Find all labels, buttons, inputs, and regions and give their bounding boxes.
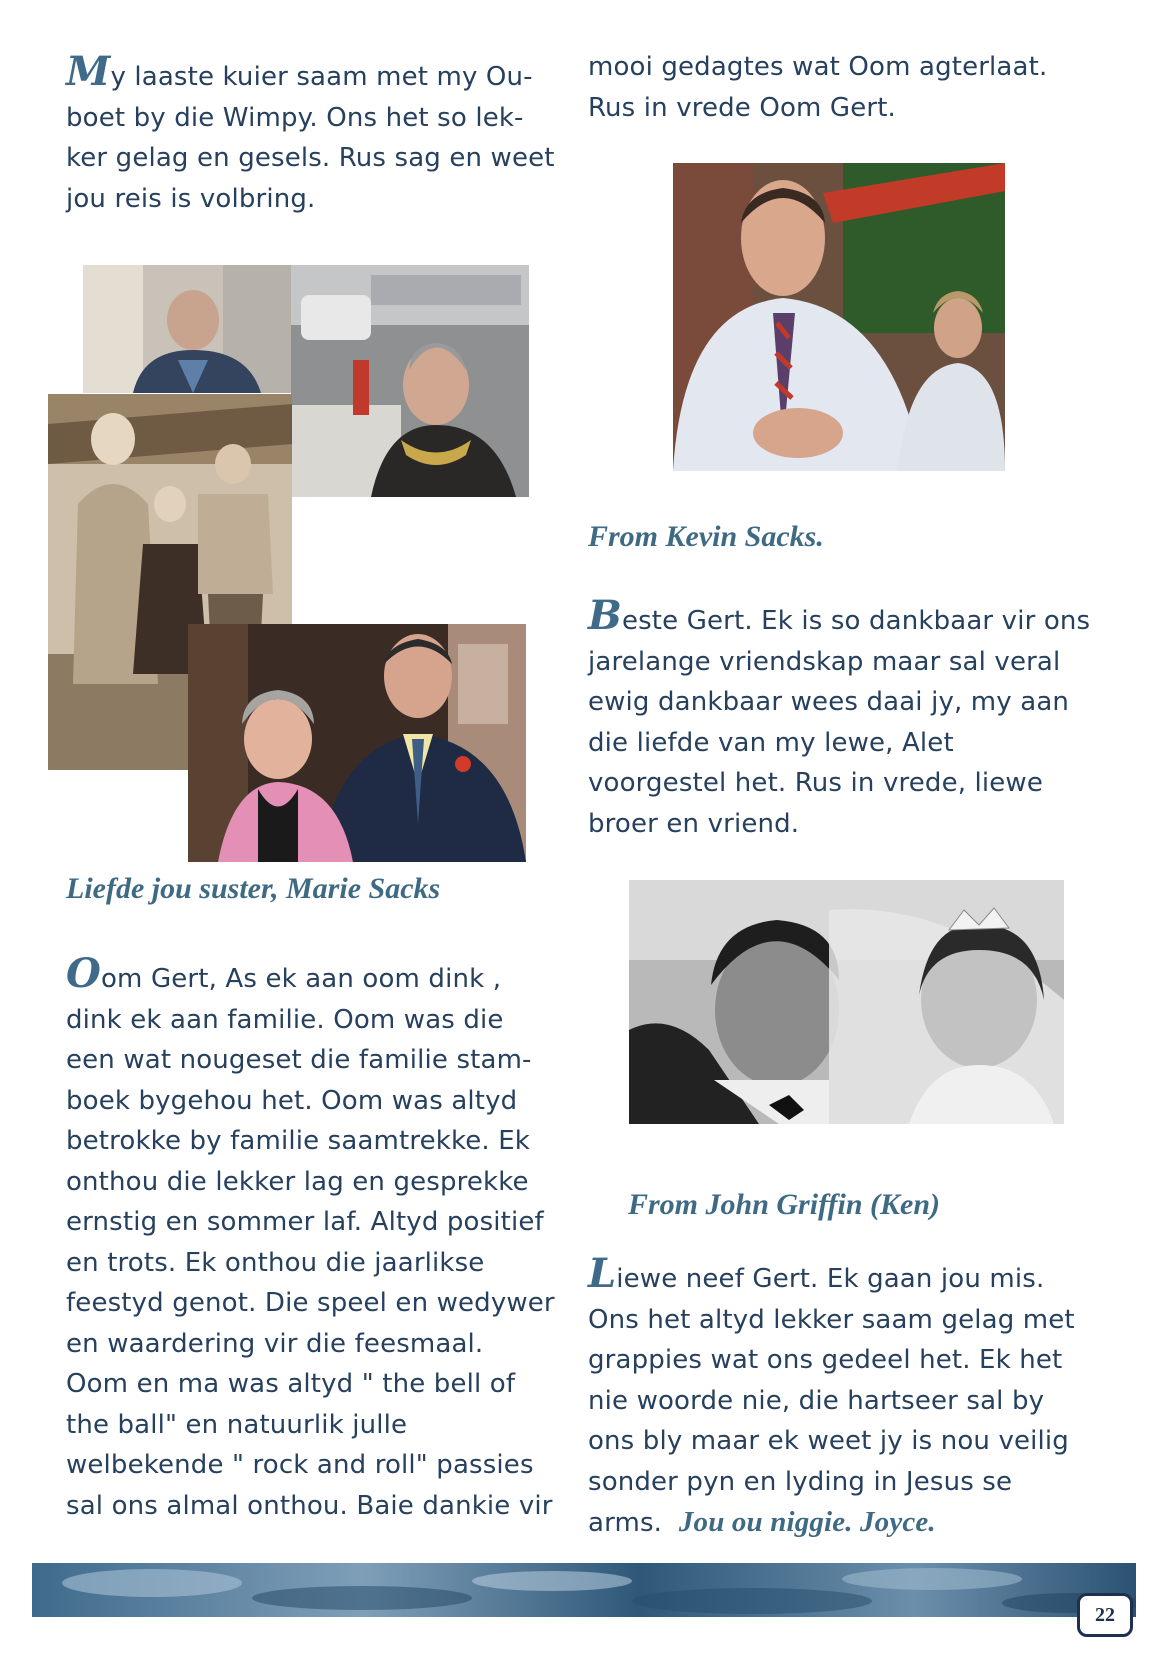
drop-cap: L [588, 1250, 617, 1297]
caption-john-griffin: From John Griffin (Ken) [628, 1188, 941, 1221]
drop-cap: O [66, 950, 101, 997]
caption-kevin-sacks: From Kevin Sacks. [588, 520, 824, 553]
photo-couple-marie [188, 624, 526, 862]
paragraph-continued: mooi gedagtes wat Oom agterlaat. Rus in vrede Oom Gert. [588, 52, 1048, 123]
watercolor-banner [32, 1563, 1136, 1617]
drop-cap: B [588, 592, 622, 639]
paragraph-liewe-neef: Liewe neef Gert. Ek gaan jou mis. Ons het altyd lekker saam gelag met grappies wat ons gedeel het. Ek het nie woorde nie, die hartseer sal by ons bly maar ek weet jy is nou veilig sonder pyn en lyding in Jesus se arms. Jou ou niggie. Joyce. [588, 1250, 1075, 1538]
photo-wimpy-man [83, 265, 291, 393]
caption-marie-sacks: Liefde jou suster, Marie Sacks [66, 872, 441, 905]
page-number-badge: 22 [1077, 1593, 1133, 1637]
paragraph-oom-gert: Oom Gert, As ek aan oom dink , dink ek aan familie. Oom was die een wat nougeset die familie stam- boek bygehou het. Oom was altyd betrokke by familie saamtrekke. Ek onthou die lekker lag en gesprekke ernstig en sommer laf. Altyd positief en trots. Ek onthou die jaarlikse feestyd genot. Die speel en wedywer en waardering vir die feesmaal. Oom en ma was altyd " the bell of the ball" en natuurlik julle welbekende " rock and roll" passies sal ons almal onthou. Baie dankie vir [66, 950, 555, 1521]
photo-wedding [629, 880, 1064, 1124]
drop-cap: M [66, 48, 111, 95]
photo-gert-portrait [673, 163, 1005, 471]
signature-joyce: Jou ou niggie. Joyce. [678, 1506, 936, 1538]
photo-wimpy-woman [291, 265, 529, 497]
paragraph-beste-gert: Beste Gert. Ek is so dankbaar vir ons jarelange vriendskap maar sal veral ewig dankbaar wees daai jy, my aan die liefde van my lewe, Alet voorgestel het. Rus in vrede, liewe broer en vriend. [588, 592, 1091, 839]
paragraph-wimpy-visit: My laaste kuier saam met my Ou- boet by die Wimpy. Ons het so lek- ker gelag en gesels. Rus sag en weet jou reis is volbring. [66, 48, 555, 214]
